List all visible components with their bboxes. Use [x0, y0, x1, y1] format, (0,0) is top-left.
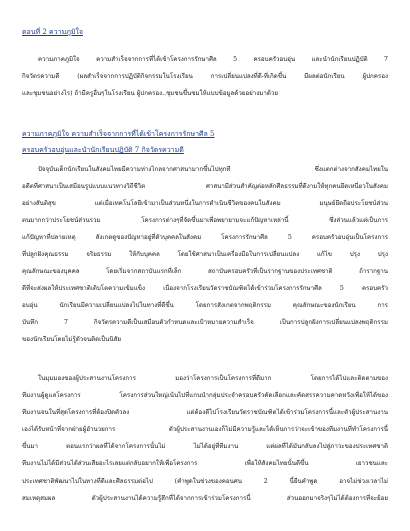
paragraph-line: กิจวัตรความดี (ผลสำเร็จจากการปฏิบัติกิจกรรมในโรงเรียน การเปลี่ยนแปลงที่ดี-ที่เกิดขึ้น มีผลต่อนักเรียน ผู้ปกครอง [22, 73, 388, 81]
paragraph-line: ของนักเรียนโดยไม่รู้ตัวจนติดเป็นนิสัย [22, 336, 122, 344]
paragraph-line: ทีมงานผู้ดูแลโครงการ โครงการส่วนใหญ่เน้นไปที่แกนนำกลุ่มประจำครอบครัวคัดเลือกและคัดสรรความคาดหวังเพื่อให้ได้ของ [22, 392, 388, 400]
paragraph-line: เองได้รับหน้าที่จากฝ่ายผู้อำนวยการ ตัวผู้ประสานงานเองก็ไม่มีความรู้และได้เห็นการว่าจะเข้าของทีมงานที่ทำโครงการนี้ [22, 426, 388, 434]
paragraph-line: บันทึก 7 กิจวัตรความดีเป็นเสมือนตัวกำหนดและเป้าหมายความสำเร็จ เป็นการปลูกฝังการเปลี่ยนแปลงพฤติกรรม [22, 319, 388, 327]
paragraph-line: สมเหตุสมผล ตัวผู้ประสานงานได้ความรู้สึกที่ได้จากการเข้าร่วมโครงการนี้ ส่วนออกมาจริงๆไม่ได้ต้องการที่จะย้อย [22, 494, 388, 502]
paragraph-line: ดีที่จะส่งผลให้ประเทศชาติเติบโตความเข้มแข็ง เนื่องจากโรงเรียนวัดราชบัณฑิตได้เข้าร่วมโครงการรักษาศีล 5 ครอบครัว [22, 285, 388, 293]
paragraph-line: และชุมชนอย่างไร) ถ้ามีครูอื่นๆในโรงเรียน ผู้ปกครอง..ชุมชนขึ้นชมให้แบบข้อมูลด้วยอย่างมาด้วย [22, 90, 278, 98]
section2-paragraph-1 [22, 161, 388, 349]
paragraph-line: ทีมงานจนในที่สุดโครงการที่ต้องปิดตัวลง แต่ต้องดีไปโรงเรียนวัดราชบัณฑิตได้เข้าร่วมโครงการนี้และตัวผู้ประสานงาน [22, 409, 388, 417]
paragraph-line: แก้ปัญหาที่ปลายเหตุ สังเกตดูของปัญหาอยู่ที่ตัวบุคคลในสังคม โครงการรักษาศีล 5 ครอบครัวอบอุ่นเป็นโครงการ [22, 234, 388, 242]
paragraph-line: ในมุมมองของผู้ประสานงานโครงการ มองว่าโครงการเป็นโครงการที่ดีมาก โดยการได้ไปและติดตามของ [38, 375, 388, 382]
section2-paragraph-2 [22, 370, 388, 507]
paragraph-line: อดีตที่ศาสนาเป็นเสมือนรูปแบบแนวทางวิถีชีวิต ศาสนามีส่วนสำคัญต่อหลักศีลธรรมที่ดีงามให้ทุกคนยึดเหนี่ยวในสังคม [22, 183, 388, 191]
paragraph-line: ตนมากกว่าประโยชน์ส่วนรวม โครงการต่างๆที่จัดขึ้นมาเพื่อพยายามจะแก้ปัญหาเหล่านี้ ซึ่งส่วนแล้วแต่เป็นการ [22, 217, 388, 225]
section2-heading-line1: ความภาคภูมิใจ ความสำเร็จจากการที่ได้เข้าโครงการรักษาศีล 5 [22, 130, 215, 138]
paragraph-line: ขึ้นมา ตอนแรกว่าผลที่ได้จากโครงการนั้นไม่ ไม่ได้อยู่ที่ทีมงาน แต่ผลที่ได้มันกลับลงไปสู่ภาวะของประเทศชาติ [22, 443, 388, 451]
paragraph-line: อบอุ่น นักเรียนมีความเปลี่ยนแปลงไปในทางที่ดีขึ้น โดยการสังเกตจากพฤติกรรม คุณลักษณะของนักเรียน การ [22, 302, 388, 310]
paragraph-line: คุณลักษณะของบุคคล โดยเริ่มจากสถาบันแรกที่เล็ก สถาบันครอบครัวที่เป็นรากฐานของประเทศชาติ ถ้ารากฐาน [22, 268, 388, 276]
paragraph-line: ปัจจุบันเด็กนักเรียนในสังคมไทยมีความห่างไกลจากศาสนามากขึ้นไปทุกที ซึ่งแตกต่างจากสังคมไทยใน [38, 166, 388, 173]
paragraph-line: ที่ปลูกฝังคุณธรรม จริยธรรม ให้กับบุคคล โดยใช้ศาสนาเป็นเครื่องมือในการเปลี่ยนแปลง แก้ไข ปรุง ปรุง [22, 251, 388, 259]
paragraph-line: ทีมงานไม่ได้มีส่วนได้ส่วนเสียอะไรเลยแต่กลับอยากให้เพื่อโครงการ เพื่อให้สังคมไทยนั้นดีขึ้น เยาวชนและ [22, 460, 388, 468]
section1-paragraph [22, 51, 388, 103]
section2-heading-line2: ครอบครัวอบอุ่นและนำนักเรียนปฏิบัติ 7 กิจวัตรความดี [22, 146, 184, 154]
paragraph-line: ประเทศชาติพัฒนาไปในทางที่ดีและศีลธรรมต่อไป (คำพูดในช่วงของคอนศน 2 นี้ยืนคำพูด อาจไม่ช่วงเวลาไม่ [22, 477, 388, 485]
paragraph-line: อย่างสันติสุข แต่เมื่อเทคโนโลยีเข้ามาเป็นส่วนหนึ่งในการดำเนินชีวิตของคนในสังคม มนุษย์ยึดถือประโยชน์ส่วน [22, 200, 388, 208]
section1-heading: ตอนที่ 2 ความภูมิใจ [22, 28, 83, 36]
paragraph-line: ความภาคภูมิใจ ความสำเร็จจากการที่ได้เข้าโครงการรักษาศีล 5 ครอบครัวอบอุ่น และนำนักเรียนปฏิบัติ 7 [38, 56, 388, 63]
